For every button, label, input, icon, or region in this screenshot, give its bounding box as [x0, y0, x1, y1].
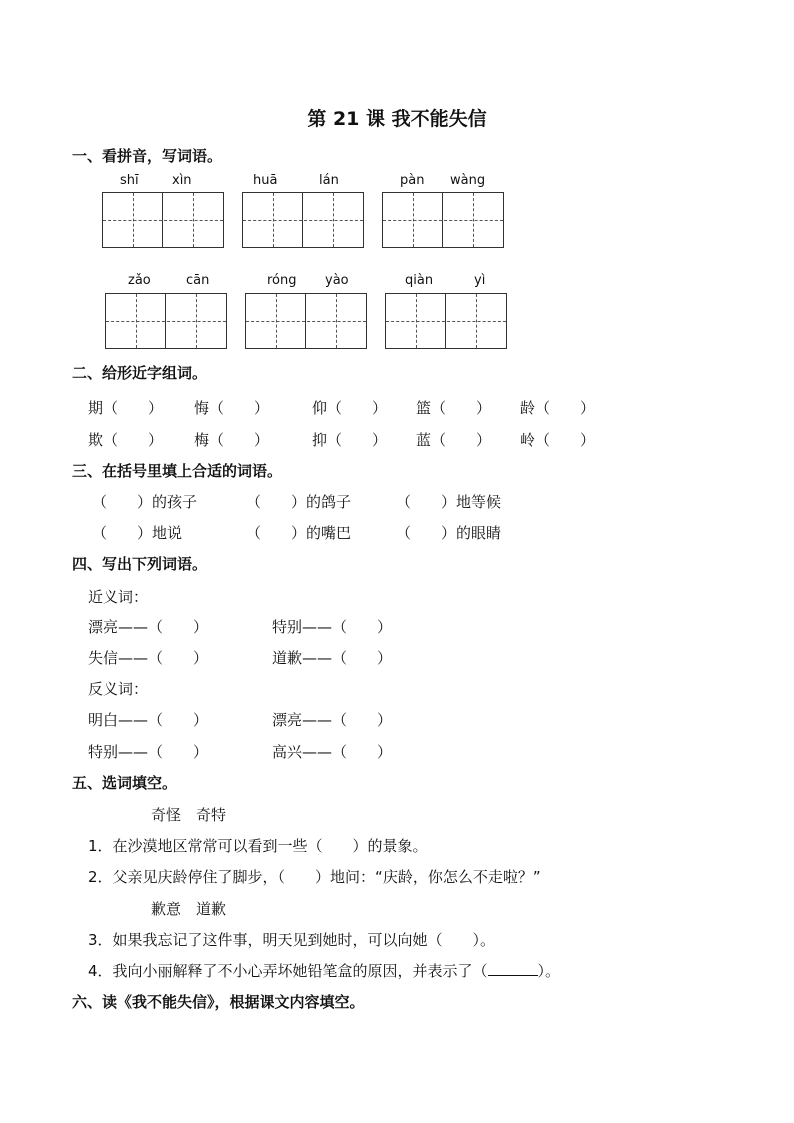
pinyin-label: qiàn [405, 273, 434, 288]
synonym-item: 特别——（ ） [272, 618, 393, 636]
pinyin-label: wàng [450, 173, 486, 188]
writing-grid[interactable] [105, 293, 227, 349]
antonym-item: 漂亮——（ ） [272, 711, 393, 729]
word-item: 岭（ ） [520, 431, 596, 449]
word-item: 篮（ ） [416, 399, 492, 417]
question-4 [88, 960, 560, 981]
pinyin-label: shī [120, 173, 139, 188]
writing-grid[interactable] [102, 192, 224, 248]
writing-grid[interactable] [245, 293, 367, 349]
antonym-label: 反义词： [88, 680, 149, 698]
word-item: 欺（ ） [88, 431, 164, 449]
pinyin-label: cān [186, 273, 210, 288]
section-5-heading: 五、选词填空。 [72, 774, 178, 792]
pinyin-label: huā [253, 173, 278, 188]
writing-grid[interactable] [242, 192, 364, 248]
question-4-end: ）。 [537, 962, 561, 980]
word-item: 抑（ ） [312, 431, 388, 449]
synonym-item: 漂亮——（ ） [88, 618, 209, 636]
pinyin-label: zǎo [128, 273, 151, 288]
question-3: 3．如果我忘记了这件事，明天见到她时，可以向她（ ）。 [88, 931, 496, 949]
section-2-heading: 二、给形近字组词。 [72, 364, 208, 382]
synonym-label: 近义词： [88, 588, 149, 606]
fill-item: （ ）的眼睛 [396, 524, 502, 542]
writing-grid[interactable] [382, 192, 504, 248]
word-item: 梅（ ） [194, 431, 270, 449]
word-choices: 歉意 道歉 [151, 900, 227, 918]
word-item: 期（ ） [88, 399, 164, 417]
answer-blank[interactable] [488, 963, 538, 976]
fill-item: （ ）的嘴巴 [246, 524, 352, 542]
word-choices: 奇怪 奇特 [151, 806, 227, 824]
pinyin-label: lán [319, 173, 339, 188]
synonym-item: 道歉——（ ） [272, 649, 393, 667]
section-1-heading: 一、看拼音，写词语。 [72, 147, 223, 165]
section-3-heading: 三、在括号里填上合适的词语。 [72, 462, 283, 480]
question-4-text: 4．我向小丽解释了不小心弄坏她铅笔盒的原因，并表示了（ [88, 962, 488, 980]
section-6-heading: 六、读《我不能失信》，根据课文内容填空。 [72, 993, 365, 1011]
word-item: 悔（ ） [194, 399, 270, 417]
word-item: 仰（ ） [312, 399, 388, 417]
pinyin-label: róng [267, 273, 297, 288]
fill-item: （ ）的鸽子 [246, 493, 352, 511]
writing-grid[interactable] [385, 293, 507, 349]
pinyin-label: yì [474, 273, 486, 288]
synonym-item: 失信——（ ） [88, 649, 209, 667]
question-1: 1．在沙漠地区常常可以看到一些（ ）的景象。 [88, 837, 428, 855]
word-item: 龄（ ） [520, 399, 596, 417]
pinyin-label: pàn [400, 173, 425, 188]
section-4-heading: 四、写出下列词语。 [72, 555, 208, 573]
question-2: 2．父亲见庆龄停住了脚步，（ ）地问：“庆龄，你怎么不走啦？” [88, 868, 541, 886]
pinyin-label: xìn [172, 173, 192, 188]
pinyin-label: yào [325, 273, 349, 288]
fill-item: （ ）的孩子 [92, 493, 198, 511]
page-title: 第 21 课 我不能失信 [307, 108, 487, 130]
antonym-item: 特别——（ ） [88, 743, 209, 761]
word-item: 蓝（ ） [416, 431, 492, 449]
fill-item: （ ）地等候 [396, 493, 502, 511]
antonym-item: 高兴——（ ） [272, 743, 393, 761]
fill-item: （ ）地说 [92, 524, 183, 542]
antonym-item: 明白——（ ） [88, 711, 209, 729]
